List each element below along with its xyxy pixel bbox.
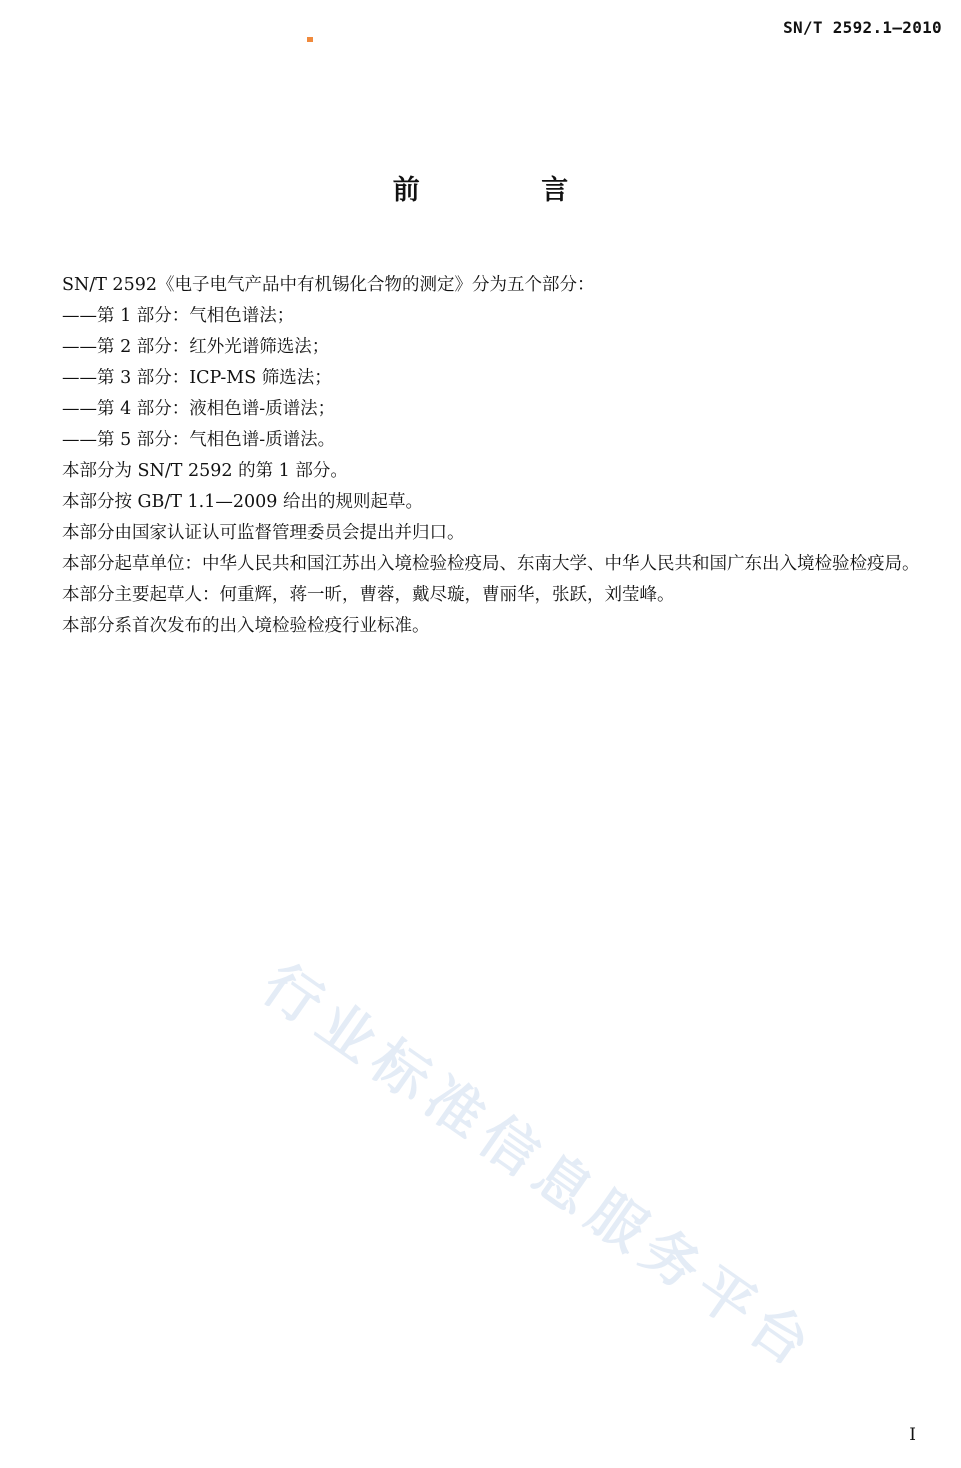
- paragraph-drafting-rules: 本部分按 GB/T 1.1—2009 给出的规则起草。: [62, 492, 423, 512]
- paragraph-part-2: ——第 2 部分：红外光谱筛选法；: [62, 337, 330, 357]
- paragraph-part-3: ——第 3 部分：ICP-MS 筛选法；: [62, 368, 332, 388]
- paragraph-part-5: ——第 5 部分：气相色谱-质谱法。: [62, 430, 336, 450]
- paragraph-drafting-units: 本部分起草单位：中华人民共和国江苏出入境检验检疫局、东南大学、中华人民共和国广东出入境检验检疫局。: [62, 554, 920, 574]
- paragraph-drafters: 本部分主要起草人：何重辉，蒋一昕，曹蓉，戴尽璇，曹丽华，张跃，刘莹峰。: [62, 585, 675, 605]
- paragraph-proposer: 本部分由国家认证认可监督管理委员会提出并归口。: [62, 523, 465, 543]
- paragraph-intro: SN/T 2592《电子电气产品中有机锡化合物的测定》分为五个部分：: [62, 275, 595, 295]
- document-code: SN/T 2592.1—2010: [783, 18, 942, 37]
- foreword-body: [22, 270, 944, 642]
- paragraph-part-4: ——第 4 部分：液相色谱-质谱法；: [62, 399, 336, 419]
- paragraph-first-release: 本部分系首次发布的出入境检验检疫行业标准。: [62, 616, 430, 636]
- orange-mark: [307, 37, 313, 42]
- watermark-text: 行业标准信息服务平台: [250, 952, 829, 1384]
- page-title: 前 言: [392, 175, 625, 206]
- page-number: I: [909, 1425, 916, 1445]
- paragraph-part-1: ——第 1 部分：气相色谱法；: [62, 306, 295, 326]
- paragraph-this-part: 本部分为 SN/T 2592 的第 1 部分。: [62, 461, 348, 481]
